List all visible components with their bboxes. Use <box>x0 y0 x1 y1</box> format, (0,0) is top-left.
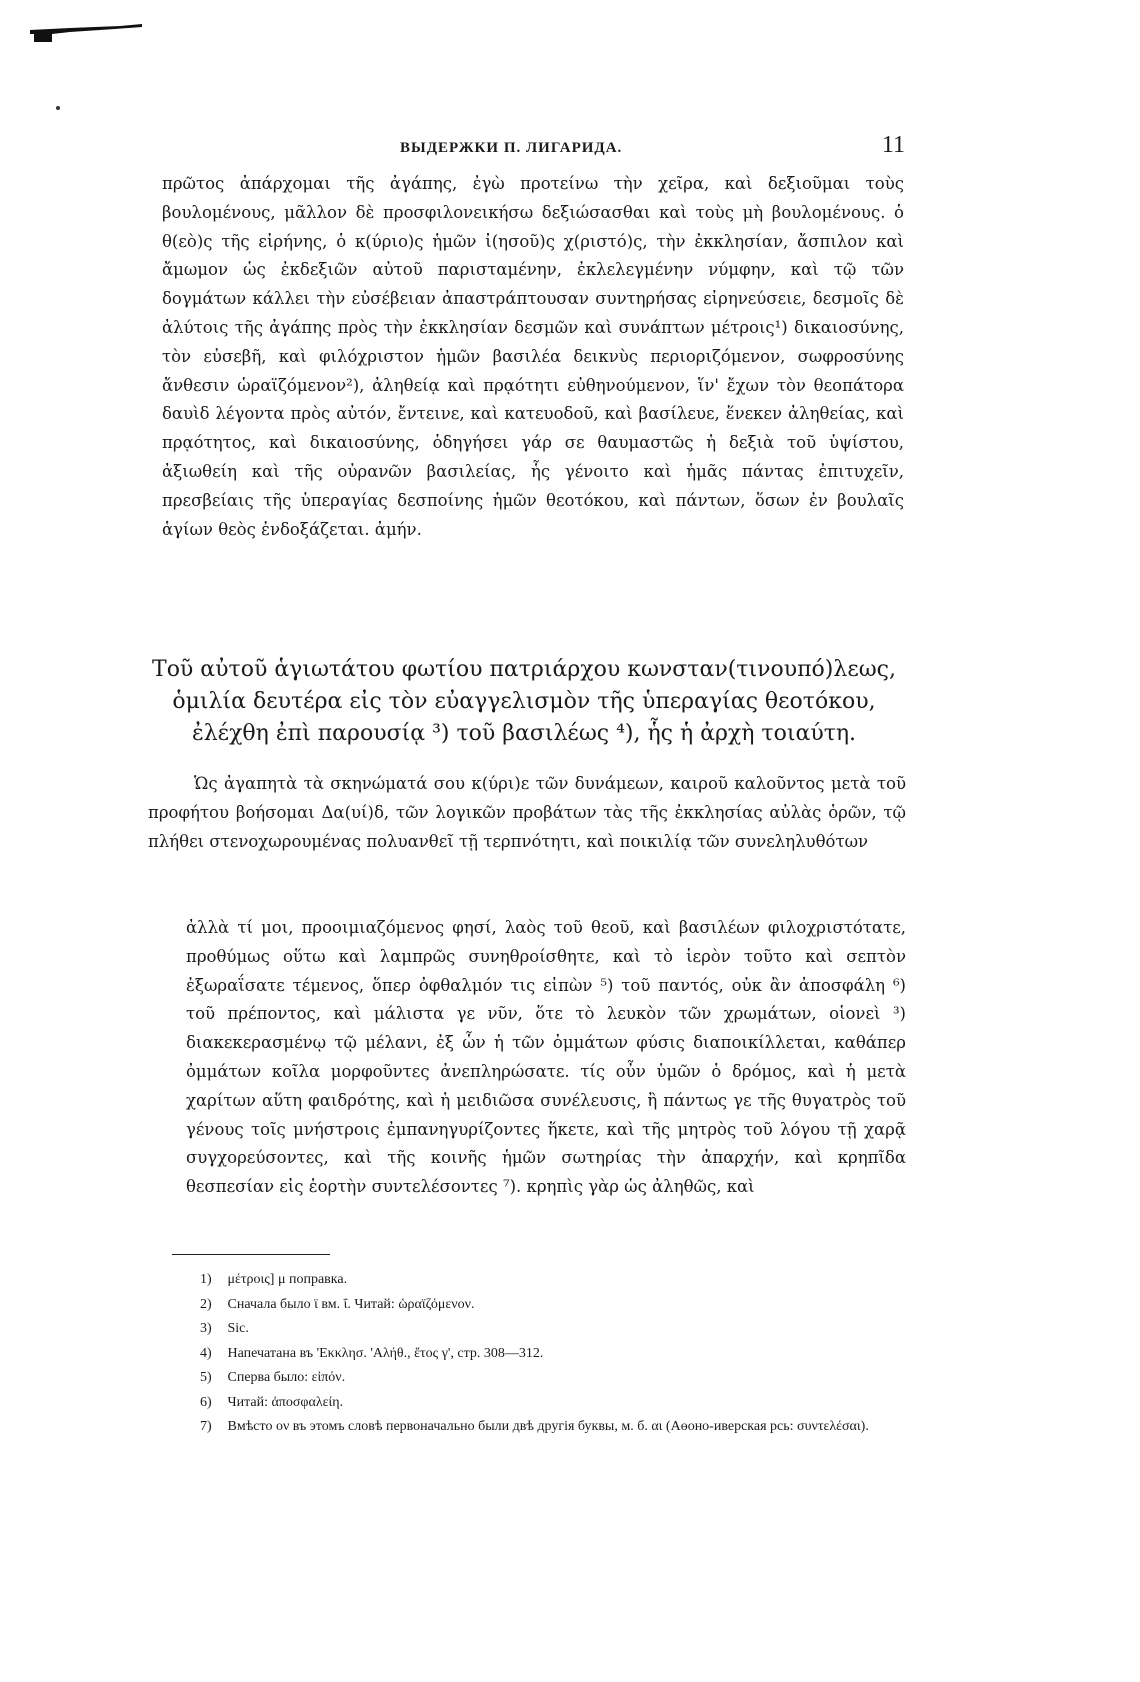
footnote-text: Напечатана въ 'Εκκλησ. 'Αλήθ., ἔτος γ', стр. 308—312. <box>227 1345 544 1361</box>
footnote-number: 4) <box>200 1345 212 1361</box>
footnote <box>200 1415 910 1440</box>
paragraph-text: πρῶτος ἀπάρχομαι τῆς ἀγάπης, ἐγὼ προτείνω τὴν χεῖρα, καὶ δεξιοῦμαι τοὺς βουλομένους, μᾶλλον δὲ προσφιλονεικήσω δεξιώσασθαι καὶ τοὺς μὴ βουλομένους. ὁ θ(εὸ)ς τῆς εἰρήνης, ὁ κ(ύριο)ς ἡμῶν ἰ(ησοῦ)ς χ(ριστό)ς, τὴν ἐκκλησίαν, ἄσπιλον καὶ ἄμωμον ὡς ἐκδεξιῶν αὐτοῦ παρισταμένην, ἐκλελεγμένην νύμφην, καὶ τῷ τῶν δογμάτων κάλλει τὴν εὐσέβειαν ἀπαστράπτουσαν συντηρήσας εἰρηνεύσειε, δεσμοῖς δὲ ἀλύτοις τῆς ἀγάπης πρὸς τὴν ἐκκλησίαν δεσμῶν καὶ συνάπτων μέτροις¹) δικαιοσύνης, τὸν εὐσεβῆ, καὶ φιλόχριστον ἡμῶν βασιλέα δεικνὺς περιοριζόμενον, σωφροσύνης ἄνθεσιν ὡραϊζόμενον²), ἀληθείᾳ καὶ πρᾳότητι εὐθηνούμενον, ἵν' ἔχων τὸν θεοπάτορα δαυὶδ λέγοντα πρὸς αὐτόν, ἔντεινε, καὶ κατευοδοῦ, καὶ βασίλευε, ἕνεκεν ἀληθείας, καὶ πρᾳότητος, καὶ δικαιοσύνης, ὁδηγήσει γάρ σε θαυμαστῶς ἡ δεξιὰ τοῦ ὑψίστου, ἀξιωθείη καὶ τῆς οὐρανῶν βασιλείας, ἧς γένοιτο καὶ ἡμᾶς πάντας ἐπιτυχεῖν, πρεσβείαις τῆς ὑπεραγίας δεσποίνης ἡμῶν θεοτόκου, καὶ πάντων, ὅσων ἐν βουλαῖς ἁγίων θεὸς ἐνδοξάζεται. ἀμήν. <box>162 174 904 539</box>
footnote-text: Вмѣсто ον въ этомъ словѣ первоначально были двѣ другія буквы, м. б. αι (Аѳоно-иверская рсь: συντελέσαι). <box>227 1419 869 1434</box>
running-head <box>160 132 905 162</box>
homily-heading: Τοῦ αὐτοῦ ἁγιωτάτου φωτίου πατριάρχου κωνσταν(τινουπό)λεως, ὁμιλία δευτέρα εἰς τὸν εὐαγγελισμὸν τῆς ὑπεραγίας θεοτόκου, ἐλέχθη ἐπὶ παρουσίᾳ ³) τοῦ βασιλέως ⁴), ἧς ἡ ἀρχὴ τοιαύτη. <box>152 657 896 746</box>
footnote-number: 2) <box>200 1296 212 1312</box>
footnote-rule <box>172 1254 330 1255</box>
ink-mark-decoration <box>30 24 145 44</box>
footnote <box>200 1366 910 1391</box>
footnote-number: 5) <box>200 1370 212 1385</box>
footnote-text: Сначала было ϊ вм. ΐ. Читай: ὡραϊζόμενον. <box>227 1296 475 1312</box>
stray-dot <box>56 106 60 110</box>
footnote <box>200 1268 910 1293</box>
footnote-number: 7) <box>200 1419 212 1434</box>
paragraph-text: Ὡς ἀγαπητὰ τὰ σκηνώματά σου κ(ύρι)ε τῶν δυνάμεων, καιροῦ καλοῦντος μετὰ τοῦ προφήτου βοήσομαι Δα(υί)δ, τῶν λογικῶν προβάτων τὰς τῆς ἐκκλησίας αὐλὰς ὁρῶν, τῷ πλήθει στενοχωρουμένας πολυανθεῖ τῇ τερπνότητι, καὶ ποικιλίᾳ τῶν συνεληλυθότων <box>148 774 906 851</box>
footnote <box>200 1391 910 1416</box>
footnote-text: μέτροις] μ поправка. <box>227 1272 348 1287</box>
footnote-text: Sic. <box>227 1321 249 1336</box>
paragraph-1 <box>162 170 904 544</box>
running-head-title: ВЫДЕРЖКИ П. ЛИГАРИДА. <box>400 140 623 156</box>
footnote <box>200 1293 910 1318</box>
footnote <box>200 1317 910 1342</box>
footnote-number: 1) <box>200 1272 212 1287</box>
paragraph-text: ἀλλὰ τί μοι, προοιμιαζόμενος φησί, λαὸς τοῦ θεοῦ, καὶ βασιλέων φιλοχριστότατε, προθύμως οὕτω καὶ λαμπρῶς συνηθροίσθητε, καὶ τὸ ἱερὸν τοῦτο καὶ σεπτὸν ἐξωραΐσατε τέμενος, ὅπερ ὀφθαλμόν τις εἰπὼν ⁵) τοῦ παντός, οὐκ ἂν ἀποσφάλη ⁶) τοῦ πρέποντος, καὶ μάλιστα γε νῦν, ὅτε τὸ λευκὸν τῶν χρωμάτων, οἱονεὶ ³) διακεκερασμένῳ τῷ μέλανι, ἐξ ὧν ἡ τῶν ὀμμάτων φύσις διαποικίλλεται, καθάπερ ὀμμάτων κοῖλα μορφοῦντες ἀνεπληρώσατε. τίς οὖν ὑμῶν ὁ δρόμος, καὶ ἡ μετὰ χαρίτων αὕτη φαιδρότης, καὶ ἡ μειδιῶσα συνέλευσις, ἢ πάντως γε τῆς θυγατρὸς τοῦ γένους τοῖς μνήστροις ἐμπανηγυρίζοντες ἥκετε, καὶ τῆς μητρὸς τοῦ λόγου τῇ χαρᾷ συγχορεύσοντες, καὶ τῆς κοινῆς ἡμῶν σωτηρίας τὴν ἀπαρχήν, καὶ κρηπῖδα θεσπεσίαν εἰς ἑορτὴν συντελέσοντες ⁷). κρηπὶς γὰρ ὡς ἀληθῶς, καὶ <box>186 918 906 1197</box>
footnotes <box>200 1268 910 1440</box>
paragraph-3 <box>186 914 906 1202</box>
footnote-number: 6) <box>200 1394 212 1410</box>
footnote <box>200 1342 910 1367</box>
paragraph-2 <box>148 770 906 856</box>
footnote-text: Сперва было: εἰπόν. <box>227 1370 346 1385</box>
page-number: 11 <box>881 132 905 158</box>
footnote-number: 3) <box>200 1321 212 1336</box>
footnote-text: Читай: ἀποσφαλείη. <box>227 1394 344 1410</box>
